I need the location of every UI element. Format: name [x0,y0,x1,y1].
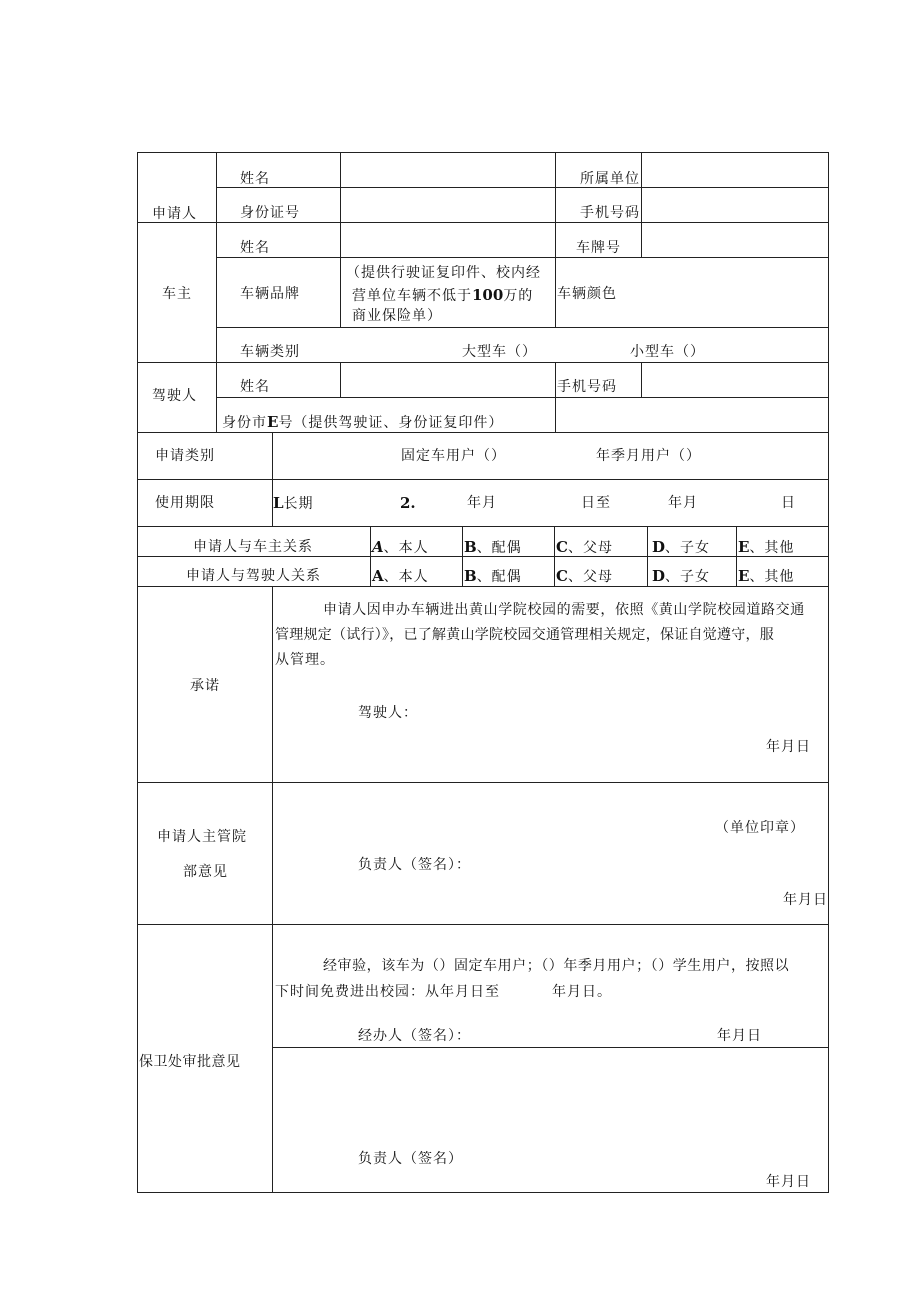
driver-id-label: 身份市E号（提供驾驶证、身份证复印件） [222,413,504,431]
security-handler-date: 年月日 [717,1028,762,1044]
owner-section-label: 车主 [162,286,192,302]
category-seasonal-option[interactable]: 年季月用户（） [596,448,701,464]
owner-brand-label: 车辆品牌 [240,286,300,302]
owner-plate-label: 车牌号 [576,240,621,256]
applicant-unit-label: 所属单位 [580,171,640,187]
owner-type-label: 车辆类别 [240,344,300,360]
vehicle-type-small-option[interactable]: 小型车（） [630,344,705,360]
applicant-section-label: 申请人 [152,206,197,222]
owner-name-field[interactable] [342,224,554,256]
owner-plate-field[interactable] [643,224,827,256]
relation-driver-option-a[interactable]: A、本人 [372,567,429,585]
period-long-term-option[interactable]: L长期 [273,494,314,512]
applicant-name-field[interactable] [342,154,554,186]
relation-driver-label: 申请人与驾驶人关系 [186,568,321,584]
driver-phone-field[interactable] [643,364,827,396]
period-end-year-month: 年月 [668,495,698,511]
driver-id-field[interactable] [557,399,827,431]
dept-opinion-label-line2: 部意见 [183,864,228,880]
applicant-id-field[interactable] [342,189,554,221]
relation-owner-label: 申请人与车主关系 [193,539,313,555]
pledge-driver-signature-label: 驾驶人： [358,705,418,721]
period-start-year-month: 年月 [467,495,497,511]
security-text-line2: 下时间免费进出校园：从年月日至 [275,984,500,1000]
driver-name-field[interactable] [342,364,554,396]
applicant-phone-field[interactable] [643,189,827,221]
driver-section-label: 驾驶人 [152,388,197,404]
relation-driver-option-c[interactable]: C、父母 [556,567,613,585]
period-option-2-number[interactable]: 2. [400,494,416,512]
pledge-date: 年月日 [766,739,811,755]
applicant-name-label: 姓名 [240,171,270,187]
period-day-to: 日至 [581,495,611,511]
applicant-unit-field[interactable] [643,154,827,186]
relation-owner-option-a[interactable]: A、本人 [372,538,429,556]
category-label: 申请类别 [155,448,215,464]
owner-brand-note-line2: 营单位车辆不低于100万的 [352,286,534,304]
owner-color-field[interactable] [643,259,827,326]
relation-driver-option-e[interactable]: E、其他 [738,567,795,585]
dept-seal: （单位印章） [715,820,805,836]
relation-owner-option-d[interactable]: D、子女 [652,538,711,556]
security-text-line1: 经审验，该车为（）固定车用户；（）年季月用户；（）学生用户，按照以 [323,958,790,974]
driver-name-label: 姓名 [240,379,270,395]
security-text-line2-end: 年月日。 [552,984,612,1000]
security-head-date: 年月日 [766,1174,811,1190]
pledge-label: 承诺 [190,678,220,694]
pledge-text-line3: 从管理。 [275,652,335,668]
applicant-phone-label: 手机号码 [580,205,640,221]
security-approval-label: 保卫处审批意见 [139,1054,241,1070]
relation-owner-option-c[interactable]: C、父母 [556,538,613,556]
security-head-signature-label: 负责人（签名） [358,1151,463,1167]
period-label: 使用期限 [155,495,215,511]
pledge-text-line1: 申请人因申办车辆进出黄山学院校园的需要，依照《黄山学院校园道路交通 [323,602,805,618]
dept-head-signature-label: 负责人（签名）： [358,857,471,873]
category-fixed-option[interactable]: 固定车用户（） [401,448,506,464]
owner-name-label: 姓名 [240,240,270,256]
dept-opinion-label-line1: 申请人主管院 [157,829,247,845]
owner-color-label: 车辆颜色 [557,286,617,302]
relation-driver-option-b[interactable]: B、配偶 [464,567,522,585]
relation-owner-option-b[interactable]: B、配偶 [464,538,522,556]
period-end-day: 日 [781,495,796,511]
dept-date: 年月日 [783,892,828,908]
driver-phone-label: 手机号码 [557,379,617,395]
vehicle-type-large-option[interactable]: 大型车（） [462,344,537,360]
applicant-id-label: 身份证号 [240,205,300,221]
relation-driver-option-d[interactable]: D、子女 [652,567,711,585]
security-handler-signature-label: 经办人（签名）： [358,1028,471,1044]
relation-owner-option-e[interactable]: E、其他 [738,538,795,556]
owner-brand-note-line1: （提供行驶证复印件、校内经 [346,265,541,281]
pledge-text-line2: 管理规定（试行）》，已了解黄山学院校园交通管理相关规定，保证自觉遵守，服 [275,627,774,643]
owner-brand-note-line3: 商业保险单） [352,308,442,324]
